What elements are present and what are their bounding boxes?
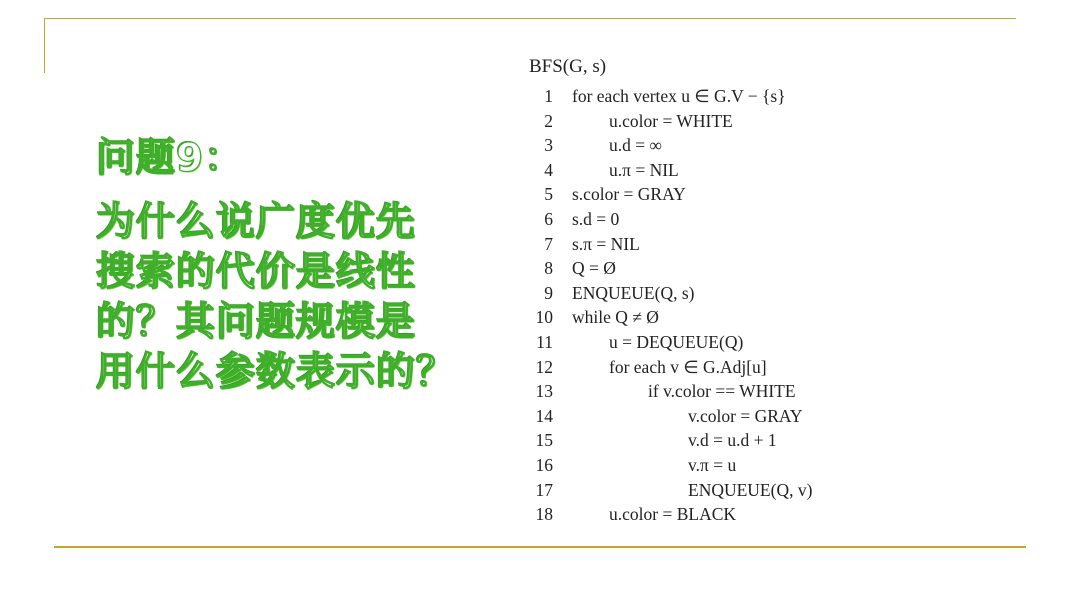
line-number: 18: [535, 504, 553, 525]
code-text: s.d = 0: [572, 208, 620, 229]
code-line: [529, 478, 949, 503]
code-text: v.color = GRAY: [688, 405, 803, 426]
line-number: 7: [544, 233, 553, 254]
line-number: 8: [544, 258, 553, 279]
code-line: [529, 133, 949, 158]
code-line: [529, 182, 949, 207]
code-line: [529, 404, 949, 429]
bottom-rule: [54, 546, 1026, 548]
line-number: 13: [535, 381, 553, 402]
line-number: 2: [544, 110, 553, 131]
code-text: u = DEQUEUE(Q): [609, 331, 744, 352]
code-text: u.d = ∞: [609, 135, 662, 156]
line-number: 10: [535, 307, 553, 328]
code-text: s.π = NIL: [572, 233, 640, 254]
bfs-pseudocode: [529, 54, 949, 527]
code-line: [529, 109, 949, 134]
line-number: 14: [535, 405, 553, 426]
top-rule: [44, 18, 1016, 19]
line-number: 16: [535, 454, 553, 475]
line-number: 9: [544, 282, 553, 303]
code-line: [529, 355, 949, 380]
code-text: s.color = GRAY: [572, 184, 686, 205]
code-text: ENQUEUE(Q, s): [572, 282, 695, 303]
code-text: v.π = u: [688, 454, 737, 475]
code-line: [529, 232, 949, 257]
left-rule: [44, 18, 45, 73]
code-line: [529, 428, 949, 453]
code-text: Q = Ø: [572, 258, 616, 279]
code-text: u.color = BLACK: [609, 504, 737, 525]
code-text: while Q ≠ Ø: [572, 307, 659, 328]
code-line: [529, 158, 949, 183]
code-line: [529, 84, 949, 109]
code-line: [529, 453, 949, 478]
line-number: 1: [544, 86, 553, 106]
question-block: [96, 134, 496, 398]
code-text: u.π = NIL: [609, 159, 679, 180]
code-text: ENQUEUE(Q, v): [688, 479, 813, 500]
code-line: [529, 281, 949, 306]
code-line: [529, 379, 949, 404]
line-number: 12: [535, 356, 553, 377]
question-line-4: 用什么参数表示的？: [96, 350, 457, 395]
line-number: 15: [535, 430, 553, 451]
line-number: 4: [544, 159, 553, 180]
line-number: 11: [536, 331, 553, 352]
code-line: [529, 207, 949, 232]
code-text: for each v ∈ G.Adj[u]: [609, 356, 767, 377]
line-number: 5: [544, 184, 553, 205]
code-line: [529, 330, 949, 355]
code-text: v.d = u.d + 1: [688, 430, 777, 451]
question-title: 问题9：: [96, 136, 245, 181]
line-number: 17: [535, 479, 553, 500]
code-text: if v.color == WHITE: [648, 381, 796, 402]
line-number: 3: [544, 135, 553, 156]
question-line-1: 为什么说广度优先: [96, 200, 417, 245]
code-line: [529, 502, 949, 527]
code-line: [529, 305, 949, 330]
question-line-3: 的？其问题规模是: [96, 300, 417, 345]
code-text: for each vertex u ∈ G.V − {s}: [572, 86, 786, 106]
code-line: [529, 256, 949, 281]
code-text: u.color = WHITE: [609, 110, 733, 131]
question-line-2: 搜索的代价是线性: [96, 250, 417, 295]
line-number: 6: [544, 208, 553, 229]
algorithm-header: BFS(G, s): [529, 56, 607, 77]
